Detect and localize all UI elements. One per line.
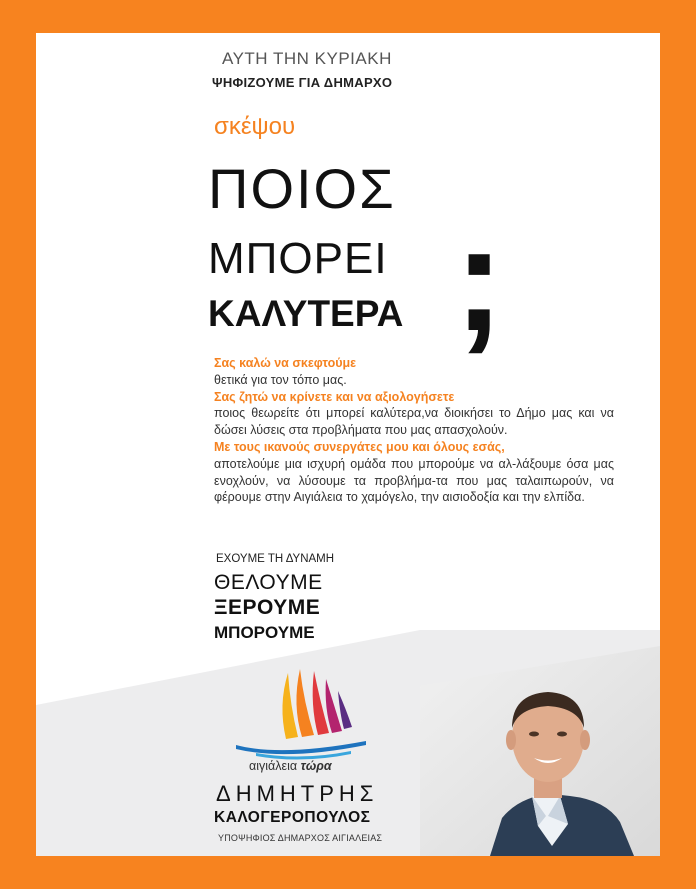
question-mark: ;: [454, 194, 504, 362]
poster-panel: [36, 33, 660, 856]
header-line-2: ΨΗΦΙΖΟΥΜΕ ΓΙΑ ΔΗΜΑΡΧΟ: [212, 75, 393, 90]
body-paragraph: θετικά για τον τόπο μας.: [214, 372, 347, 387]
headline-can: ΜΠΟΡΕΙ: [208, 234, 388, 283]
think-word: σκέψου: [214, 113, 296, 140]
candidate-role: ΥΠΟΨΗΦΙΟΣ ΔΗΜΑΡΧΟΣ ΑΙΓΙΑΛΕΙΑΣ: [218, 833, 383, 843]
sail-logo-icon: [226, 665, 376, 760]
candidate-photo: [420, 646, 660, 856]
body-paragraph: αποτελούμε μια ισχυρή ομάδα που μπορούμε να αλ-λάξουμε όσα μας ενοχλούν, να λύσουμε τα προβλήμα-τα που μας ταλαιπωρούν, να φέρουμε στην Αιγιάλεια το χαμόγελο, την αισιοδοξία και την ελπίδα.: [214, 456, 614, 505]
headline-better: ΚΑΛΥΤΕΡΑ: [208, 293, 404, 334]
body-highlight: Σας καλώ να σκεφτούμε: [214, 356, 357, 370]
body-highlight: Με τους ικανούς συνεργάτες μου και όλους εσάς,: [214, 439, 505, 454]
tagline-intro: ΕΧΟΥΜΕ ΤΗ ΔΥΝΑΜΗ: [216, 553, 335, 565]
tagline-can: ΜΠΟΡΟΥΜΕ: [214, 623, 315, 642]
brand-name-regular: αιγιάλεια: [249, 759, 298, 773]
headline-who: ΠΟΙΟΣ: [208, 157, 396, 220]
candidate-first-name: ΔΗΜΗΤΡΗΣ: [216, 781, 379, 806]
header-line-1: ΑΥΤΗ ΤΗΝ ΚΥΡΙΑΚΗ: [222, 49, 392, 68]
body-text: [214, 355, 614, 506]
body-paragraph: ποιος θεωρείτε ότι μπορεί καλύτερα,να διοικήσει το Δήμο μας και να δώσει λύσεις στα προβλήματα που μας απασχολούν.: [214, 406, 614, 438]
candidate-last-name: ΚΑΛΟΓΕΡΟΠΟΥΛΟΣ: [214, 809, 371, 826]
brand-name: [249, 759, 332, 773]
body-highlight: Σας ζητώ να κρίνετε και να αξιολογήσετε: [214, 389, 455, 404]
tagline-know: ΞΕΡΟΥΜΕ: [214, 596, 321, 619]
tagline-want: ΘΕΛΟΥΜΕ: [214, 571, 323, 594]
brand-name-bold: τώρα: [300, 759, 332, 773]
